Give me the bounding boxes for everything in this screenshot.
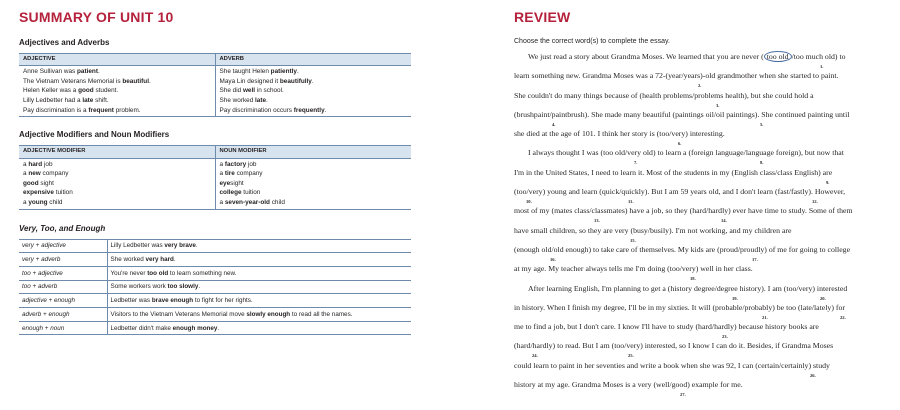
item-number: 24. [532, 353, 538, 359]
example-sentence: The Vietnam Veterans Memorial is beautiful. [23, 77, 151, 85]
item-number: 10. [526, 199, 532, 205]
section-heading-modifiers: Adjective Modifiers and Noun Modifiers [19, 130, 170, 140]
item-number: 11. [628, 199, 634, 205]
item-number: 18. [690, 276, 696, 282]
example-phrase: a seven-year-old child [219, 198, 285, 206]
example-cell: Ledbetter didn't make enough money. [107, 321, 411, 335]
review-essay [514, 51, 886, 398]
table-row [19, 321, 411, 335]
unit-summary-page [19, 8, 411, 335]
example-cell: You're never too old to learn something new. [107, 266, 411, 280]
example-sentence: She taught Helen patiently. [219, 68, 299, 76]
example-phrase: a new company [23, 170, 69, 178]
item-number: 3. [716, 102, 720, 108]
essay-line: at my age. My teacher always tells me I'm doing (too/very) well in her class. 18. [514, 263, 886, 282]
essay-line: (brushpaint/paintbrush). She made many beautiful (paintings oil/oil paintings). She continued painting until 4. 5. [514, 109, 886, 128]
section-heading-adjectives-adverbs: Adjectives and Adverbs [19, 38, 110, 47]
essay-line: (enough old/old enough) to take care of themselves. My kids are (proud/proudly) of me for going to college 16. 17. [514, 244, 886, 263]
column-header: NOUN MODIFIER [215, 146, 411, 158]
pattern-cell: adverb + enough [19, 307, 107, 321]
example-sentence: Maya Lin designed it beautifully. [219, 77, 314, 85]
adjectives-adverbs-table [19, 53, 411, 117]
table-cell [19, 66, 215, 117]
item-number: 8. [760, 160, 764, 166]
essay-line: have small children, so they are very (busy/busily). I'm not working, and my children are 15. [514, 225, 886, 244]
essay-line: learn something new. Grandma Moses was a 72-(year/years)-old grandmother when she started to paint. 2. [514, 70, 886, 89]
pattern-cell: enough + noun [19, 321, 107, 335]
item-number: 20. [820, 295, 826, 301]
column-header: ADVERB [215, 54, 411, 66]
table-cell [19, 158, 215, 209]
item-number: 13. [594, 218, 600, 224]
essay-line: I always thought I was (too old/very old) to learn a (foreign language/language foreign), but now that 7. 8. [514, 147, 886, 166]
essay-line: We just read a story about Grandma Moses. We learned that you are never ( too old /too much old) to 1. [514, 51, 886, 70]
example-cell: She worked very hard. [107, 253, 411, 267]
item-number: 22. [840, 314, 846, 320]
essay-line: could learn to paint in her seventies and write a book when she was 92, I can (certain/certainly) study 26. [514, 360, 886, 379]
example-sentence: Pay discrimination is a frequent problem. [23, 106, 141, 114]
item-number: 17. [752, 256, 758, 262]
example-phrase: a tire company [219, 170, 263, 178]
item-number: 15. [630, 237, 636, 243]
example-phrase: eyesight [219, 179, 244, 187]
essay-line: (hard/hardly) to read. But I am (too/very) interested, so I know I can do it. Besides, if Grandma Moses 24. 25. [514, 340, 886, 359]
table-row [19, 239, 411, 253]
essay-line: me to find a job, but I don't care. I know I'll have to study (hard/hardly) because history books are 23. [514, 321, 886, 340]
pattern-cell: too + adjective [19, 266, 107, 280]
essay-line: She couldn't do many things because of (health problems/problems health), but she could hold a 3. [514, 90, 886, 109]
table-cell [215, 158, 411, 209]
item-number: 2. [698, 83, 702, 89]
section-heading-very-too-enough: Very, Too, and Enough [19, 223, 106, 233]
example-sentence: Lilly Ledbetter had a late shift. [23, 97, 109, 105]
item-number: 19. [732, 295, 738, 301]
column-header: ADJECTIVE MODIFIER [19, 146, 215, 158]
example-cell: Ledbetter was brave enough to fight for her rights. [107, 294, 411, 308]
item-number: 1. [820, 64, 824, 69]
example-phrase: good sight [23, 179, 54, 187]
pattern-cell: adjective + enough [19, 294, 107, 308]
example-phrase: college tuition [219, 189, 261, 197]
item-number: 27. [680, 392, 686, 398]
example-sentence: Pay discrimination occurs frequently. [219, 106, 327, 114]
page-title: SUMMARY OF UNIT 10 [19, 9, 174, 25]
example-phrase: expensive tuition [23, 189, 73, 197]
item-number: 26. [810, 372, 816, 378]
pattern-cell: very + adverb [19, 253, 107, 267]
example-cell: Visitors to the Vietnam Veterans Memorial move slowly enough to read all the names. [107, 307, 411, 321]
page-title: REVIEW [514, 9, 571, 25]
essay-line: history at my age. Grandma Moses is a very (well/good) example for me. 27. [514, 379, 886, 398]
example-phrase: a hard job [23, 160, 53, 168]
example-sentence: Anne Sullivan was patient. [23, 68, 100, 76]
essay-line: most of my (mates class/classmates) have a job, so they (hard/hardly) ever have time to study. Some of them 13. 14. [514, 205, 886, 224]
example-sentence: She worked late. [219, 97, 268, 105]
example-sentence: She did well in school. [219, 87, 284, 95]
example-sentence: Helen Keller was a good student. [23, 87, 119, 95]
item-number: 6. [678, 141, 682, 147]
table-row [19, 294, 411, 308]
table-row [19, 307, 411, 321]
example-phrase: a factory job [219, 160, 257, 168]
essay-line-tail: too much old) to [793, 52, 846, 61]
item-number: 25. [628, 353, 634, 359]
item-number: 21. [762, 314, 768, 320]
example-phrase: a young child [23, 198, 63, 206]
table-row [19, 266, 411, 280]
essay-line: I'm in the United States, I need to learn it. Most of the students in my (English class/class English) are 9. [514, 167, 886, 186]
column-header: ADJECTIVE [19, 54, 215, 66]
modifiers-table [19, 145, 411, 209]
item-number: 16. [550, 256, 556, 262]
very-too-enough-table [19, 239, 411, 336]
item-number: 23. [722, 334, 728, 340]
item-number: 7. [634, 160, 638, 166]
review-page [514, 8, 886, 398]
item-number: 4. [552, 121, 556, 127]
table-row [19, 253, 411, 267]
item-number: 5. [760, 121, 764, 127]
item-number: 9. [826, 179, 830, 185]
example-cell: Lilly Ledbetter was very brave. [107, 239, 411, 253]
instructions: Choose the correct word(s) to complete the essay. [514, 38, 670, 45]
essay-line: she died at the age of 101. I think her story is (too/very) interesting. 6. [514, 128, 886, 147]
pattern-cell: very + adjective [19, 239, 107, 253]
essay-line: After learning English, I'm planning to get a (history degree/degree history). I am (too/very) interested 19. 20. [514, 283, 886, 302]
essay-line: (too/very) young and learn (quick/quickly). But I am 59 years old, and I don't learn (fast/fastly). However, 10. 11. 12. [514, 186, 886, 205]
essay-line: in history. When I finish my degree, I'll be in my sixties. It will (probable/probably) be too (late/lately) for 21. 22. [514, 302, 886, 321]
table-row [19, 280, 411, 294]
pattern-cell: too + adverb [19, 280, 107, 294]
example-cell: Some workers work too slowly. [107, 280, 411, 294]
circled-answer[interactable]: too old [764, 51, 792, 62]
item-number: 14. [721, 218, 727, 224]
table-cell [215, 66, 411, 117]
item-number: 12. [812, 199, 818, 205]
